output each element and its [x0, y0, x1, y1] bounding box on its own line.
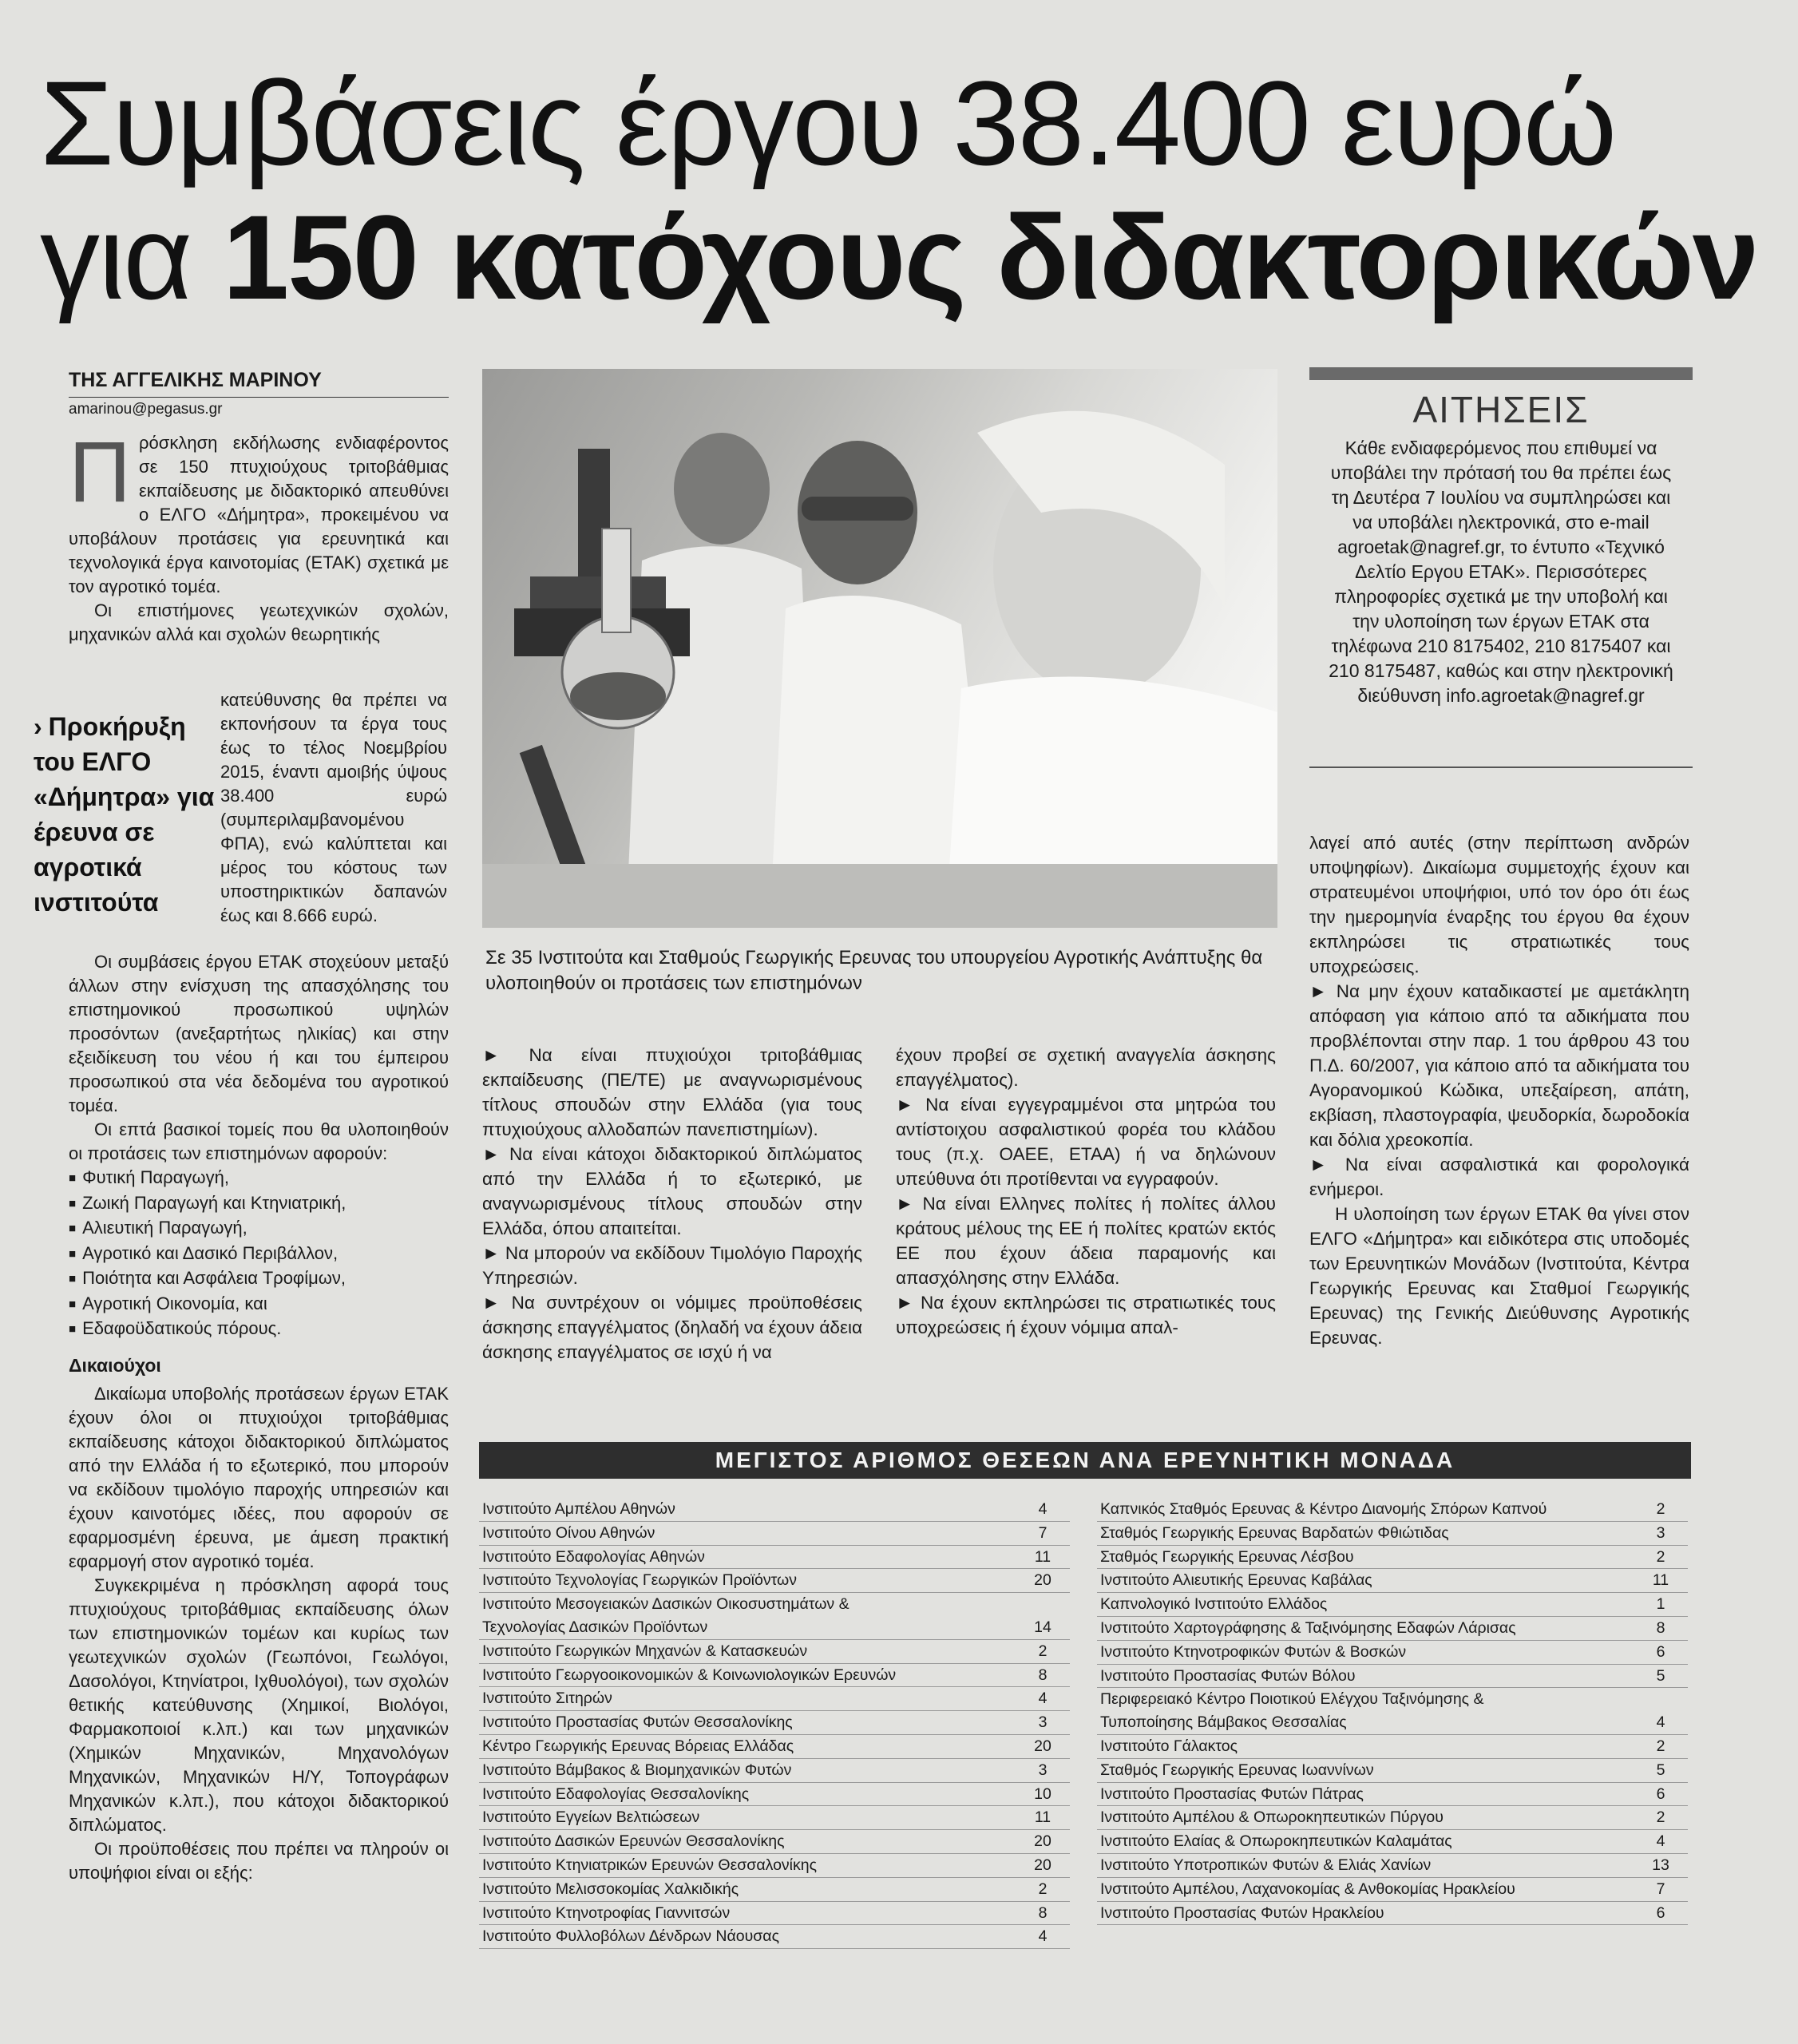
paragraph-4: Οι επτά βασικοί τομείς που θα υλοποιηθούν οι προτάσεις των επιστημόνων αφορούν: — [69, 1119, 449, 1163]
unit-name: Ινστιτούτο Ελαίας & Οπωροκηπευτικών Καλαμάτας — [1100, 1832, 1452, 1851]
positions-count: 7 — [1038, 1523, 1048, 1542]
list-item: ■ Αγροτική Οικονομία, και — [69, 1292, 449, 1317]
unit-name: Καπνικός Σταθμός Ερευνας & Κέντρο Διανομής Σπόρων Καπνού — [1100, 1500, 1547, 1518]
table-row — [479, 1878, 1070, 1902]
unit-name: Ινστιτούτο Αμπέλου Αθηνών — [482, 1500, 675, 1518]
applications-box — [1309, 382, 1693, 708]
requirement-7-continued: λαγεί από αυτές (στην περίπτωση ανδρών υποψηφίων). Δικαίωμα συμμετοχής έχουν και στρατευμένοι υποψήφιοι, υπό τον όρο ότι έως την ημερομηνία έναρξης του έργου θα έχουν εκπληρώσει τις στρατιωτικές τους υποχρεώσεις. — [1309, 833, 1689, 976]
list-item: ■ Ποιότητα και Ασφάλεια Τροφίμων, — [69, 1266, 449, 1292]
headline-line-2 — [40, 190, 1764, 324]
unit-name: Ινστιτούτο Αμπέλου & Οπωροκηπευτικών Πύργου — [1100, 1808, 1444, 1827]
headline-line-1: Συμβάσεις έργου 38.400 ευρώ — [40, 56, 1616, 190]
unit-name: Ινστιτούτο Προστασίας Φυτών Θεσσαλονίκης — [482, 1713, 793, 1732]
requirement-8: ► Να μην έχουν καταδικαστεί με αμετάκλητη απόφαση για κάποιο από τα αδικήματα που προβλέπονται στην παρ. 1 του άρθρου 43 του Π.Δ. 60/2007, για κάποιο από τα αδικήματα του Αγορανομικού Κώδικα, υπεξαίρεση, απάτη, εκβίαση, πλαστογραφία, ψευδορκία, δωροδοκία και δόλια χρεοκοπία. — [1309, 981, 1689, 1150]
sector-list — [69, 1166, 449, 1342]
positions-table-right — [1097, 1498, 1688, 1925]
positions-count: 20 — [1034, 1571, 1051, 1590]
table-row — [1097, 1641, 1688, 1665]
requirement-4: ► Να συντρέχουν οι νόμιμες προϋποθέσεις άσκησης επαγγέλματος (δηλαδή να έχουν άδεια άσκησης επαγγέλματος σε ισχύ ή να — [482, 1293, 862, 1362]
table-row — [479, 1783, 1070, 1807]
positions-count: 11 — [1034, 1547, 1051, 1566]
unit-name: Ινστιτούτο Τεχνολογίας Γεωργικών Προϊόντων — [482, 1571, 797, 1590]
unit-name: Ινστιτούτο Γάλακτος — [1100, 1737, 1238, 1755]
positions-count: 3 — [1038, 1713, 1048, 1732]
lab-scientists-image — [482, 369, 1277, 928]
unit-name: Ινστιτούτο Οίνου Αθηνών — [482, 1523, 655, 1542]
table-row — [1097, 1546, 1688, 1570]
table-row — [1097, 1830, 1688, 1854]
table-row — [1097, 1878, 1688, 1902]
table-row — [479, 1735, 1070, 1759]
table-row — [1097, 1902, 1688, 1926]
dropcap: Π — [69, 423, 131, 520]
unit-name: Ινστιτούτο Κτηνοτροφίας Γιαννιτσών — [482, 1903, 731, 1922]
applications-box-text: Κάθε ενδιαφερόμενος που επιθυμεί να υποβάλει την πρότασή του θα πρέπει έως τη Δευτέρα 7 Ιουλίου να συμπληρώσει και να υποβάλει ηλεκτρονικά, στο e-mail agroetak@nagref.gr, το έντυπο «Τεχνικό Δελτίο Εργου ΕΤΑΚ». Περισσότερες πληροφορίες σχετικά με την υποβολή και την υλοποίηση των έργων ΕΤΑΚ στα τηλέφωνα 210 8175402, 210 8175407 και 210 8175487, καθώς και στην ηλεκτρονική διεύθυνση info.agroetak@nagref.gr — [1329, 438, 1673, 706]
table-row — [479, 1546, 1070, 1570]
positions-count: 4 — [1038, 1500, 1048, 1518]
applications-box-title: ΑΙΤΗΣΕΙΣ — [1412, 389, 1590, 430]
positions-count: 6 — [1656, 1642, 1665, 1661]
requirement-7: ► Να έχουν εκπληρώσει τις στρατιωτικές τους υποχρεώσεις ή έχουν νόμιμα απαλ- — [896, 1293, 1276, 1337]
unit-name: Ινστιτούτο Εδαφολογίας Αθηνών — [482, 1547, 705, 1566]
table-row — [479, 1830, 1070, 1854]
positions-count: 2 — [1656, 1547, 1665, 1566]
list-item: ■ Φυτική Παραγωγή, — [69, 1166, 449, 1191]
unit-name: Ινστιτούτο Φυλλοβόλων Δένδρων Νάουσας — [482, 1927, 779, 1946]
list-item: ■ Ζωική Παραγωγή και Κτηνιατρική, — [69, 1191, 449, 1217]
list-item: ■ Αλιευτική Παραγωγή, — [69, 1216, 449, 1242]
article-column-4 — [1309, 830, 1689, 1350]
table-row — [479, 1522, 1070, 1546]
table-title: ΜΕΓΙΣΤΟΣ ΑΡΙΘΜΟΣ ΘΕΣΕΩΝ ΑΝΑ ΕΡΕΥΝΗΤΙΚΗ ΜΟΝΑΔΑ — [479, 1442, 1691, 1479]
table-row — [479, 1569, 1070, 1593]
list-item: ■ Εδαφοϋδατικούς πόρους. — [69, 1317, 449, 1342]
box-bottom-rule — [1309, 766, 1693, 768]
positions-count: 8 — [1038, 1903, 1048, 1922]
unit-name: Ινστιτούτο Χαρτογράφησης & Ταξινόμησης Εδαφών Λάρισας — [1100, 1618, 1516, 1637]
unit-name: Σταθμός Γεωργικής Ερευνας Λέσβου — [1100, 1547, 1354, 1566]
unit-name: Σταθμός Γεωργικής Ερευνας Ιωαννίνων — [1100, 1761, 1374, 1779]
table-row — [479, 1664, 1070, 1688]
positions-count: 13 — [1652, 1856, 1669, 1874]
table-row — [479, 1498, 1070, 1522]
unit-name: Ινστιτούτο Αμπέλου, Λαχανοκομίας & Ανθοκομίας Ηρακλείου — [1100, 1880, 1515, 1898]
unit-name: Ινστιτούτο Υποτροπικών Φυτών & Ελιάς Χανίων — [1100, 1856, 1432, 1874]
requirement-6: ► Να είναι Ελληνες πολίτες ή πολίτες άλλου κράτους μέλους της ΕΕ ή πολίτες κρατών εκτός ΕΕ που έχουν άδεια παραμονής και απασχόλησης στην Ελλάδα. — [896, 1194, 1276, 1288]
requirement-9: ► Να είναι ασφαλιστικά και φορολογικά ενήμεροι. — [1309, 1155, 1689, 1199]
headline — [40, 56, 1764, 324]
positions-count: 4 — [1656, 1832, 1665, 1851]
subhead-dikaiouxoi: Δικαιούχοι — [69, 1354, 161, 1376]
positions-count: 2 — [1656, 1500, 1665, 1518]
paragraph-6: Συγκεκριμένα η πρόσκληση αφορά τους πτυχιούχους τριτοβάθμιας εκπαίδευσης όλων των επιστημονικών τομέων και κυρίως των γεωτεχνικών σχολών (Γεωπόνοι, Γεωλόγοι, Δασολόγοι, Κτηνίατροι, Ιχθυολόγοι), των σχολών θετικής κατεύθυνσης (Χημικοί, Βιολόγοι, Φαρμακοποιοί κ.λπ.) και των μηχανικών (Χημικών Μηχανικών, Μηχανολόγων Μηχανικών, Μηχανικών Η/Υ, Τοπογράφων Μηχανικών κ.λπ.), που κάτοχοι διδακτορικού διπλώματος. — [69, 1575, 449, 1835]
table-row — [479, 1854, 1070, 1878]
unit-name: Ινστιτούτο Σιτηρών — [482, 1689, 612, 1708]
pull-quote — [34, 709, 217, 920]
table-row — [479, 1925, 1070, 1949]
positions-count: 6 — [1656, 1785, 1665, 1803]
closing-paragraph: Η υλοποίηση των έργων ΕΤΑΚ θα γίνει στον ΕΛΓΟ «Δήμητρα» και ειδικότερα στις υποδομές των Ερευνητικών Μονάδων (Ινστιτούτα, Κέντρα Γεωργικής Ερευνας και Σταθμοί Γεωργικής Ερευνας) της Γενικής Διεύθυνσης Αγροτικής Ερευνας. — [1309, 1204, 1689, 1348]
paragraph-2-continued: κατεύθυνσης θα πρέπει να εκπονήσουν τα έργα τους έως το τέλος Νοεμβρίου 2015, έναντι αμοιβής ύψους 38.400 ευρώ (συμπεριλαμβανομένου ΦΠΑ), ενώ καλύπτεται και μέρος του κόστους των υποστηρικτικών δαπανών έως και 8.666 ευρώ. — [220, 690, 447, 925]
positions-count: 10 — [1034, 1785, 1051, 1803]
positions-count: 11 — [1652, 1571, 1669, 1590]
table-row — [479, 1593, 1070, 1640]
positions-count: 6 — [1656, 1903, 1665, 1922]
unit-name: Ινστιτούτο Προστασίας Φυτών Ηρακλείου — [1100, 1903, 1384, 1922]
article-column-2 — [482, 1043, 862, 1365]
table-row — [1097, 1759, 1688, 1783]
table-row — [1097, 1498, 1688, 1522]
paragraph-5: Δικαίωμα υποβολής προτάσεων έργων ΕΤΑΚ έχουν όλοι οι πτυχιούχοι τριτοβάθμιας εκπαίδευσης κάτοχοι διδακτορικού διπλώματος από την Ελλάδα ή το εξωτερικό, που μπορούν να εκδίδουν τιμολόγιο παροχής υπηρεσιών και έχουν καινοτόμες ιδέες, που αφορούν σε εφαρμοσμένη έρευνα, με άμεση πρακτική εφαρμογή στον αγροτικό τομέα. — [69, 1383, 449, 1571]
unit-name: Σταθμός Γεωργικής Ερευνας Βαρδατών Φθιώτιδας — [1100, 1523, 1449, 1542]
unit-name: Ινστιτούτο Εγγείων Βελτιώσεων — [482, 1808, 700, 1827]
table-row — [1097, 1665, 1688, 1689]
table-row — [1097, 1522, 1688, 1546]
requirement-3: ► Να μπορούν να εκδίδουν Τιμολόγιο Παροχής Υπηρεσιών. — [482, 1243, 862, 1288]
positions-count: 20 — [1034, 1737, 1051, 1755]
positions-count: 8 — [1038, 1666, 1048, 1684]
positions-count: 2 — [1656, 1737, 1665, 1755]
requirement-1: ► Να είναι πτυχιούχοι τριτοβάθμιας εκπαίδευσης (ΠΕ/ΤΕ) με αναγνωρισμένους τίτλους σπουδών στην Ελλάδα (για τους πτυχιούχους αλλοδαπών πανεπιστημίων). — [482, 1045, 862, 1139]
unit-name: Ινστιτούτο Βάμβακος & Βιομηχανικών Φυτών — [482, 1761, 792, 1779]
requirement-2: ► Να είναι κάτοχοι διδακτορικού διπλώματος από την Ελλάδα ή το εξωτερικό, με αναγνωρισμένους τίτλους σπουδών στην Ελλάδα, όπου απαιτείται. — [482, 1144, 862, 1238]
article-column-1-bottom — [69, 950, 449, 1885]
positions-count: 5 — [1656, 1761, 1665, 1779]
table-row — [1097, 1593, 1688, 1617]
headline-line-2-light: για — [40, 190, 223, 324]
table-row — [1097, 1854, 1688, 1878]
byline-author: ΤΗΣ ΑΓΓΕΛΙΚΗΣ ΜΑΡΙΝΟΥ — [69, 369, 449, 398]
arrow-icon: › — [34, 712, 42, 741]
positions-count: 7 — [1656, 1880, 1665, 1898]
unit-name: Ινστιτούτο Αλιευτικής Ερευνας Καβάλας — [1100, 1571, 1372, 1590]
table-row — [479, 1759, 1070, 1783]
unit-name: Ινστιτούτο Δασικών Ερευνών Θεσσαλονίκης — [482, 1832, 785, 1851]
unit-name: Περιφερειακό Κέντρο Ποιοτικού Ελέγχου Ταξινόμησης & Τυποποίησης Βάμβακος Θεσσαλίας — [1100, 1690, 1484, 1732]
table-row — [479, 1902, 1070, 1926]
lab-photo — [482, 369, 1277, 928]
positions-count: 2 — [1038, 1880, 1048, 1898]
positions-count: 4 — [1038, 1689, 1048, 1708]
positions-count: 3 — [1656, 1523, 1665, 1542]
unit-name: Ινστιτούτο Εδαφολογίας Θεσσαλονίκης — [482, 1785, 750, 1803]
unit-name: Ινστιτούτο Κτηνοτροφικών Φυτών & Βοσκών — [1100, 1642, 1407, 1661]
unit-name: Κέντρο Γεωργικής Ερευνας Βόρειας Ελλάδας — [482, 1737, 794, 1755]
table-row — [1097, 1569, 1688, 1593]
unit-name: Ινστιτούτο Κτηνιατρικών Ερευνών Θεσσαλονίκης — [482, 1856, 817, 1874]
unit-name: Ινστιτούτο Γεωργικών Μηχανών & Κατασκευών — [482, 1642, 808, 1660]
positions-count: 5 — [1656, 1666, 1665, 1685]
lead-paragraph — [69, 423, 449, 599]
table-row — [1097, 1617, 1688, 1641]
table-row — [479, 1806, 1070, 1830]
box-top-bar — [1309, 367, 1693, 380]
paragraph-3: Οι συμβάσεις έργου ΕΤΑΚ στοχεύουν μεταξύ άλλων στην ενίσχυση της απασχόλησης του επιστημονικού προσωπικού υψηλών προσόντων (ανεξαρτήτως ηλικίας) και στην εξειδίκευση του νέου ή και του έμπειρου προσωπικού στα νέα δεδομένα του αγροτικού τομέα. — [69, 952, 449, 1115]
requirement-5: ► Να είναι εγγεγραμμένοι στα μητρώα του αντίστοιχου ασφαλιστικού φορέα του κλάδου τους (π.χ. ΟΑΕΕ, ΕΤΑΑ) ή να δηλώνουν υπεύθυνα ότι προτίθενται να εγγραφούν. — [896, 1095, 1276, 1189]
byline-email: amarinou@pegasus.gr — [69, 401, 223, 418]
unit-name: Ινστιτούτο Προστασίας Φυτών Βόλου — [1100, 1666, 1356, 1685]
positions-count: 20 — [1034, 1832, 1051, 1851]
table-row — [1097, 1735, 1688, 1759]
table-row — [479, 1640, 1070, 1664]
table-row — [479, 1687, 1070, 1711]
pull-quote-text: Προκήρυξη του ΕΛΓΟ «Δήμητρα» για έρευνα σε αγροτικά ινστιτούτα — [34, 712, 215, 917]
unit-name: Ινστιτούτο Γεωργοοικονομικών & Κοινωνιολογικών Ερευνών — [482, 1666, 897, 1684]
positions-count: 20 — [1034, 1856, 1051, 1874]
unit-name: Καπνολογικό Ινστιτούτο Ελλάδος — [1100, 1595, 1328, 1614]
table-row — [1097, 1688, 1688, 1735]
positions-count: 4 — [1656, 1713, 1665, 1732]
positions-table-left — [479, 1498, 1070, 1949]
article-column-3 — [896, 1043, 1276, 1340]
positions-count: 4 — [1038, 1927, 1048, 1946]
table-row — [479, 1711, 1070, 1735]
paragraph-2: Οι επιστήμονες γεωτεχνικών σχολών, μηχανικών αλλά και σχολών θεωρητικής — [69, 600, 449, 644]
article-column-1-top — [69, 423, 449, 647]
positions-count: 8 — [1656, 1618, 1665, 1637]
unit-name: Ινστιτούτο Προστασίας Φυτών Πάτρας — [1100, 1785, 1364, 1803]
requirement-4-continued: έχουν προβεί σε σχετική αναγγελία άσκησης επαγγέλματος). — [896, 1045, 1276, 1090]
paragraph-7: Οι προϋποθέσεις που πρέπει να πληρούν οι υποψήφιοι είναι οι εξής: — [69, 1838, 449, 1883]
table-row — [1097, 1783, 1688, 1807]
positions-count: 3 — [1038, 1761, 1048, 1779]
positions-count: 1 — [1656, 1595, 1665, 1614]
positions-count: 2 — [1656, 1808, 1665, 1827]
table-row — [1097, 1806, 1688, 1830]
positions-count: 11 — [1034, 1808, 1051, 1827]
list-item: ■ Αγροτικό και Δασικό Περιβάλλον, — [69, 1242, 449, 1267]
headline-line-2-bold: 150 κατόχους διδακτορικών — [222, 190, 1758, 324]
positions-count: 14 — [1034, 1618, 1051, 1636]
photo-caption: Σε 35 Ινστιτούτα και Σταθμούς Γεωργικής Ερευνας του υπουργείου Αγροτικής Ανάπτυξης θα υλοποιηθούν οι προτάσεις των επιστημόνων — [485, 947, 1263, 994]
unit-name: Ινστιτούτο Μεσογειακών Δασικών Οικοσυστημάτων & Τεχνολογίας Δασικών Προϊόντων — [482, 1595, 849, 1636]
positions-count: 2 — [1038, 1642, 1048, 1660]
unit-name: Ινστιτούτο Μελισσοκομίας Χαλκιδικής — [482, 1880, 739, 1898]
lead-text: ρόσκληση εκδήλωσης ενδιαφέροντος σε 150 πτυχιούχους τριτοβάθμιας εκπαίδευσης με διδακτορικό απευθύνει ο ΕΛΓΟ «Δήμητρα», προκειμένου να υποβάλουν προτάσεις για ερευνητικά και τεχνολογικά έργα καινοτομίας (ΕΤΑΚ) σχετικά με τον αγροτικό τομέα. — [69, 433, 449, 596]
